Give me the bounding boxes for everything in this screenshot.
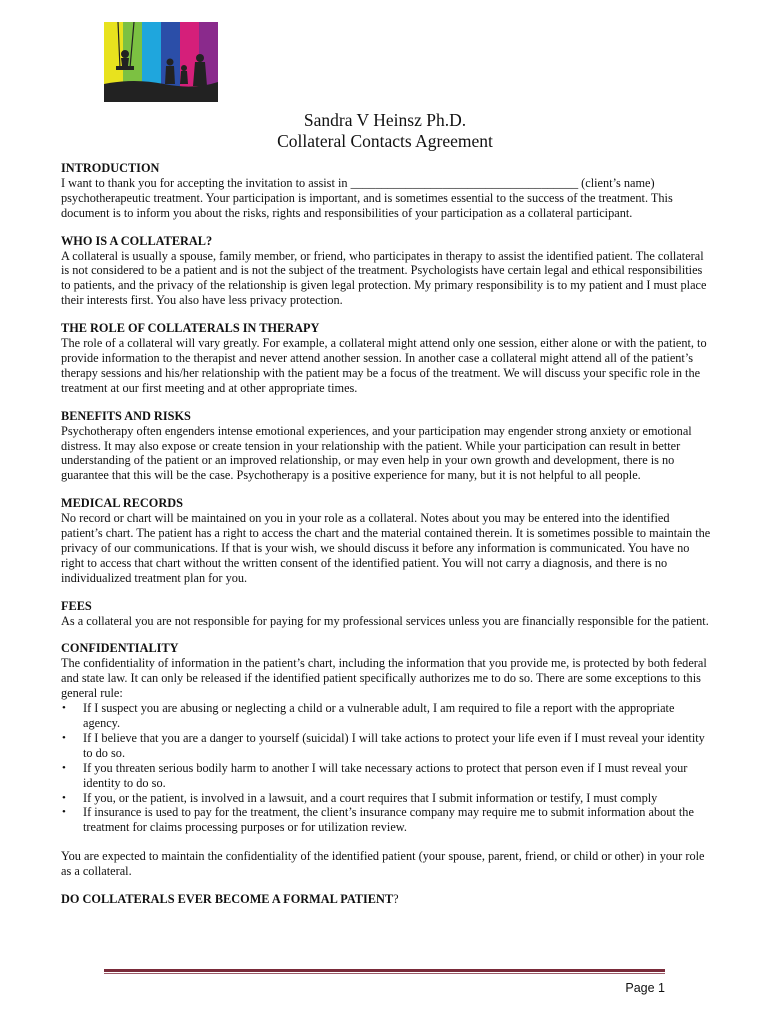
document-title: Collateral Contacts Agreement [277, 131, 493, 151]
list-item [61, 731, 711, 761]
section-heading: MEDICAL RECORDS [61, 496, 183, 511]
section-text: Psychotherapy often engenders intense emotional experiences, and your participation may engender strong anxiety or emotional distress. It may also expose or create tension in your relationship with the patient. While your participation can result in better understanding of the patient or an improved relationship, or may even help in your own growth and development, there is no guarantee that this will be the case. Psychotherapy is a positive experience for many, but it is not helpful to all people. [61, 423, 692, 483]
section-heading: BENEFITS AND RISKS [61, 408, 191, 423]
section-heading: DO COLLATERALS EVER BECOME A FORMAL PATIENT [61, 892, 394, 907]
section-benefits-and-risks [61, 409, 711, 484]
section-fees [61, 599, 711, 629]
section-heading: THE ROLE OF COLLATERALS IN THERAPY [61, 321, 320, 336]
heading-suffix: ? [393, 892, 399, 907]
exceptions-list [61, 701, 711, 835]
list-item-text: If you, or the patient, is involved in a lawsuit, and a court requires that I submit information or testify, I must comply [83, 790, 658, 805]
bullet-icon: • [62, 791, 66, 804]
section-introduction [61, 161, 711, 221]
document-body [61, 161, 711, 920]
section-heading: FEES [61, 598, 92, 613]
logo-image [104, 22, 218, 102]
list-item-text: If I believe that you are a danger to yourself (suicidal) I will take actions to protect your life even if I must reveal your identity to do so. [83, 730, 705, 760]
section-text: I want to thank you for accepting the invitation to assist in _____________________________________ (client’s name) psychotherapeutic treatment. Your participation is important, and is sometimes essential to the success of the treatment. This document is to inform you about the risks, rights and responsibilities of your participation as a collateral participant. [61, 175, 673, 220]
logo-silhouette-graphic [104, 22, 218, 102]
list-item-text: If I suspect you are abusing or neglecting a child or a vulnerable adult, I am required to file a report with the appropriate agency. [83, 701, 675, 730]
section-text: As a collateral you are not responsible for paying for my professional services unless you are financially responsible for the patient. [61, 613, 709, 628]
section-heading: CONFIDENTIALITY [61, 641, 179, 656]
page-number: Page 1 [625, 981, 665, 995]
bullet-icon: • [62, 731, 66, 744]
list-item [61, 761, 711, 791]
bullet-icon: • [62, 702, 66, 715]
section-who-is-collateral [61, 234, 711, 309]
footer-divider-thin [104, 973, 665, 974]
section-formal-patient [61, 892, 711, 907]
list-item [61, 701, 711, 731]
document-title-block [0, 110, 770, 152]
section-text: The confidentiality of information in the patient’s chart, including the information that you provide me, is protected by both federal and state law. It can only be released if the identified patient specifically authorizes me to do so. There are some exceptions to this general rule: [61, 656, 707, 701]
section-heading: INTRODUCTION [61, 161, 160, 175]
section-confidentiality [61, 641, 711, 879]
author-name: Sandra V Heinsz Ph.D. [303, 110, 467, 130]
section-medical-records [61, 496, 711, 585]
bullet-icon: • [62, 806, 66, 819]
list-item-text: If insurance is used to pay for the treatment, the client’s insurance company may require me to submit information about the treatment for claims processing purposes or for utilization review. [83, 805, 694, 835]
section-text: A collateral is usually a spouse, family member, or friend, who participates in therapy to assist the identified patient. The collateral is not considered to be a patient and is not the subject of the treatment. Psychologists have certain legal and ethical responsibilities to patients, and the privacy of the relationship is given legal protection. My primary responsibility is to my patient and I must place their interests first. You also have less privacy protection. [61, 248, 707, 308]
section-text: No record or chart will be maintained on you in your role as a collateral. Notes about you may be entered into the identified patient’s chart. The patient has a right to access the chart and the material contained therein. It is sometimes possible to maintain the privacy of our communications. If that is your wish, we should discuss it before any information is communicated. You have no right to access that chart without the written consent of the identified patient. You will not carry a diagnosis, and there is no individualized treatment plan for you. [61, 511, 711, 585]
list-item [61, 805, 711, 835]
section-text: The role of a collateral will vary greatly. For example, a collateral might attend only one session, either alone or with the patient, to provide information to the therapist and never attend another session. In another case a collateral might attend all of the patient’s therapy sessions and his/her relationship with the patient may be a focus of the treatment. We will discuss your specific role in the treatment at our first meeting and at other appropriate times. [61, 336, 707, 395]
list-item-text: If you threaten serious bodily harm to another I will take necessary actions to protect that person even if I must reveal your identity to do so. [83, 760, 688, 790]
bullet-icon: • [62, 761, 66, 774]
list-item [61, 791, 711, 806]
section-heading: WHO IS A COLLATERAL? [61, 233, 213, 248]
section-text: You are expected to maintain the confidentiality of the identified patient (your spouse, parent, friend, or child or other) in your role as a collateral. [61, 849, 705, 879]
footer-divider [104, 969, 665, 972]
section-role-of-collaterals [61, 321, 711, 396]
